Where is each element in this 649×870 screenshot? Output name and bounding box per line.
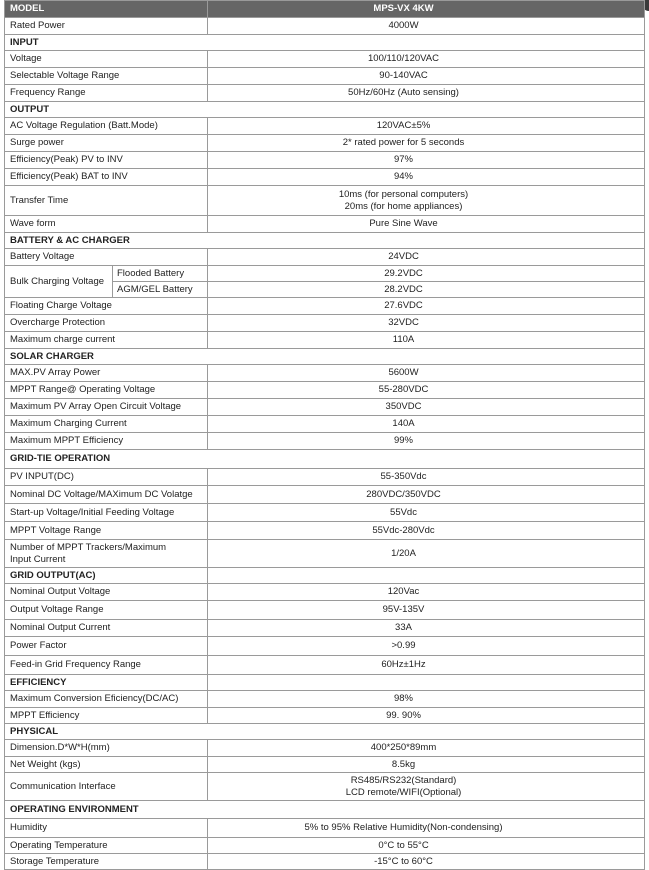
row-label: Dimension.D*W*H(mm) [5,740,208,757]
row-value: >0.99 [208,637,645,656]
table-row [5,433,645,450]
row-label: Operating Temperature [5,838,208,854]
row-label: Wave form [5,216,208,233]
section-title: BATTERY & AC CHARGER [5,233,645,249]
row-label: Output Voltage Range [5,601,208,620]
row-value: 4000W [208,18,645,35]
table-row [5,854,645,870]
table-row [5,382,645,399]
row-value: 100/110/120VAC [208,51,645,68]
row-label: Storage Temperature [5,854,208,870]
table-row [5,416,645,433]
table-row [5,504,645,522]
row-label: Selectable Voltage Range [5,68,208,85]
row-label: Maximum MPPT Efficiency [5,433,208,450]
table-row [5,51,645,68]
row-value: 140A [208,416,645,433]
row-value: 280VDC/350VDC [208,486,645,504]
spec-table [4,0,645,870]
row-label: Frequency Range [5,85,208,102]
section-header-grid-output [5,568,645,584]
section-title: OUTPUT [5,102,645,118]
row-value: 55-280VDC [208,382,645,399]
table-row [5,620,645,637]
row-value: Pure Sine Wave [208,216,645,233]
row-label: Communication Interface [5,773,208,801]
table-row [5,85,645,102]
section-title: PHYSICAL [5,724,645,740]
section-header-grid-tie [5,450,645,469]
table-row [5,365,645,382]
header-label: MODEL [5,1,208,18]
row-label: Maximum PV Array Open Circuit Voltage [5,399,208,416]
row-value: 99% [208,433,645,450]
row-sublabel: AGM/GEL Battery [113,282,208,298]
table-row [5,637,645,656]
section-header-input [5,35,645,51]
row-value: 0°C to 55°C [208,838,645,854]
row-label: Bulk Charging Voltage [5,266,113,298]
table-row [5,18,645,35]
table-row [5,169,645,186]
table-row [5,469,645,486]
row-value: 29.2VDC [208,266,645,282]
section-header-environment [5,801,645,819]
row-value: 8.5kg [208,757,645,773]
section-header-battery [5,233,645,249]
table-row [5,216,645,233]
table-row-bulk-flooded [5,266,645,282]
row-label: Surge power [5,135,208,152]
section-title: SOLAR CHARGER [5,349,645,365]
row-label: Nominal Output Current [5,620,208,637]
row-value: 55Vdc-280Vdc [208,522,645,540]
table-row [5,838,645,854]
row-label: MPPT Efficiency [5,708,208,724]
table-row [5,486,645,504]
row-value: 5% to 95% Relative Humidity(Non-condensing) [208,819,645,838]
row-label: Maximum charge current [5,332,208,349]
row-label: AC Voltage Regulation (Batt.Mode) [5,118,208,135]
row-label: MPPT Voltage Range [5,522,208,540]
row-label: Start-up Voltage/Initial Feeding Voltage [5,504,208,522]
table-row [5,68,645,85]
row-label: Feed-in Grid Frequency Range [5,656,208,675]
row-label: PV INPUT(DC) [5,469,208,486]
row-label: MPPT Range@ Operating Voltage [5,382,208,399]
value-line: RS485/RS232(Standard) [350,774,457,786]
row-label: Maximum Conversion Eficiency(DC/AC) [5,691,208,708]
row-value [208,773,645,801]
header-model: MPS-VX 4KW [208,1,645,18]
row-label: Voltage [5,51,208,68]
row-value: 99. 90% [208,708,645,724]
row-value: 110A [208,332,645,349]
section-header-efficiency [5,675,645,691]
row-value: 97% [208,152,645,169]
row-value: 33A [208,620,645,637]
row-value: 350VDC [208,399,645,416]
section-title: INPUT [5,35,645,51]
table-row [5,522,645,540]
section-header-physical [5,724,645,740]
table-row [5,118,645,135]
row-label: Floating Charge Voltage [5,298,208,315]
table-row [5,315,645,332]
row-value: 400*250*89mm [208,740,645,757]
empty-cell [208,568,645,584]
row-value: 98% [208,691,645,708]
table-row [5,399,645,416]
table-row [5,249,645,266]
row-label: Humidity [5,819,208,838]
value-line: 20ms (for home appliances) [344,200,463,212]
row-value [208,186,645,216]
section-title: GRID-TIE OPERATION [5,450,645,469]
table-row-comm [5,773,645,801]
table-row [5,708,645,724]
table-row [5,584,645,601]
table-row [5,819,645,838]
row-label: Efficiency(Peak) PV to INV [5,152,208,169]
table-row [5,691,645,708]
section-title: GRID OUTPUT(AC) [5,568,208,584]
section-title: OPERATING ENVIRONMENT [5,801,645,819]
row-label: Nominal Output Voltage [5,584,208,601]
section-header-solar [5,349,645,365]
row-value: 50Hz/60Hz (Auto sensing) [208,85,645,102]
value-line: LCD remote/WIFI(Optional) [345,786,462,798]
row-value: 120Vac [208,584,645,601]
row-value: 90-140VAC [208,68,645,85]
row-value: 55Vdc [208,504,645,522]
row-label: Battery Voltage [5,249,208,266]
row-value: 28.2VDC [208,282,645,298]
row-value: 32VDC [208,315,645,332]
row-value: 95V-135V [208,601,645,620]
table-row [5,601,645,620]
row-label: Maximum Charging Current [5,416,208,433]
table-row [5,656,645,675]
row-value: 24VDC [208,249,645,266]
row-value: 5600W [208,365,645,382]
row-label: Overcharge Protection [5,315,208,332]
empty-cell [208,675,645,691]
table-row [5,757,645,773]
row-value: 27.6VDC [208,298,645,315]
row-label: Rated Power [5,18,208,35]
row-label: Power Factor [5,637,208,656]
label-line: Number of MPPT Trackers/Maximum [10,541,167,553]
row-value: 55-350Vdc [208,469,645,486]
row-value: 94% [208,169,645,186]
section-header-output [5,102,645,118]
row-label [5,540,208,568]
table-row [5,332,645,349]
table-row [5,135,645,152]
row-value: 120VAC±5% [208,118,645,135]
header-row [5,1,645,18]
table-row [5,298,645,315]
row-value: 1/20A [208,540,645,568]
row-value: 60Hz±1Hz [208,656,645,675]
row-label: MAX.PV Array Power [5,365,208,382]
row-value: 2* rated power for 5 seconds [208,135,645,152]
table-row [5,152,645,169]
table-row-transfer-time [5,186,645,216]
row-sublabel: Flooded Battery [113,266,208,282]
table-row-mppt-trackers [5,540,645,568]
row-value: -15°C to 60°C [208,854,645,870]
label-line: Input Current [10,553,66,565]
row-label: Net Weight (kgs) [5,757,208,773]
value-line: 10ms (for personal computers) [338,188,469,200]
row-label: Nominal DC Voltage/MAXimum DC Volatge [5,486,208,504]
row-label: Transfer Time [5,186,208,216]
table-row [5,740,645,757]
row-label: Efficiency(Peak) BAT to INV [5,169,208,186]
section-title: EFFICIENCY [5,675,208,691]
